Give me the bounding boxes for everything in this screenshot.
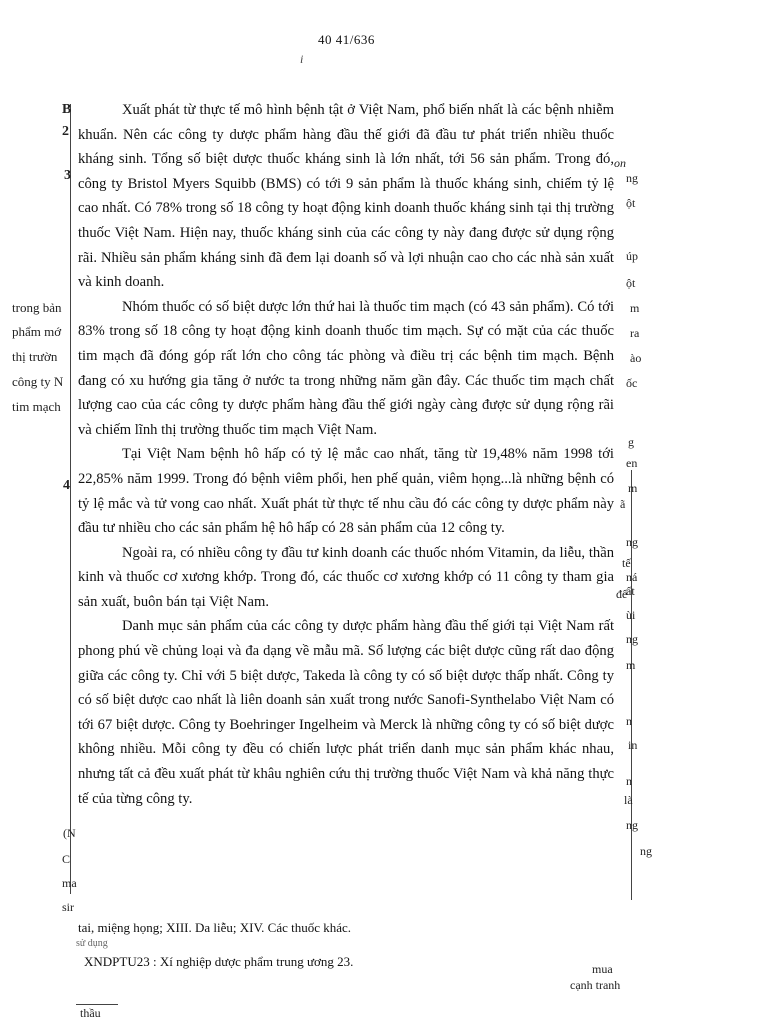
left-fragment: công ty N [12,374,64,389]
right-fragment: úp [626,249,638,263]
right-fragment: on [614,156,626,170]
right-fragment: ng [626,171,638,185]
left-fragment: tim mạch [12,399,61,414]
right-fragment: ã [620,497,626,511]
right-fragment: en [626,456,638,470]
left-fragment: thị trườn [12,349,58,364]
right-fragment: g [628,435,634,449]
right-fragment: ng [626,535,638,549]
right-fragment: n [626,714,632,728]
fragment-mua: mua [592,962,613,976]
right-fragment: ná [626,570,638,584]
paragraph-cardiovascular: Nhóm thuốc có số biệt dược lớn thứ hai là thuốc tim mạch (có 43 sản phẩm). Có tới 83% trong số 18 công ty hoạt động kinh doanh thuốc tim mạch. Sự có mặt của các thuốc tim mạch đã đóng góp rất lớn cho công tác phòng và điều trị các bệnh tim mạch. Bệnh đang có xu hướng gia tăng ở nước ta trong những năm gần đây. Các thuốc tim mạch chất lượng cao của các công ty dược phẩm hàng đầu thế giới ngày càng được sử dụng rộng rãi và chiếm lĩnh thị trường thuốc tim mạch Việt Nam. [78,298,614,438]
right-fragment: ng [626,632,638,646]
left-fragment: 4 [63,478,70,493]
left-fragment: 3 [64,168,71,183]
right-fragment: ốc [626,376,638,390]
right-fragment: để [616,587,628,601]
paragraph-other-groups: Ngoài ra, có nhiều công ty đầu tư kinh doanh các thuốc nhóm Vitamin, da liễu, thần kinh và thuốc cơ xương khớp. Trong đó, các thuốc cơ xương khớp có 11 công ty tham gia sản xuất, buôn bán tại Việt Nam. [78,544,614,610]
paragraph-respiratory: Tại Việt Nam bệnh hô hấp có tỷ lệ mắc cao nhất, tăng từ 19,48% năm 1998 tới 22,85% năm 1999. Trong đó bệnh viêm phổi, hen phế quản, viêm họng...là những bệnh có tỷ lệ mắc và tử vong cao nhất. Xuất phát từ thực tế nhu cầu đó các công ty dược phẩm này đầu tư nhiều cho các sản phẩm hệ hô hấp có 28 sản phẩm của 12 công ty. [78,446,614,537]
left-fragment: phẩm mớ [12,324,62,339]
abbreviation-note: XNDPTU23 : Xí nghiệp dược phẩm trung ương 23. [84,954,354,969]
right-fragment: ng [626,818,638,832]
right-fragment: ột [626,196,636,210]
right-fragment: ào [630,351,642,365]
page-mark: i [300,52,304,66]
document-body [78,98,614,811]
fragment-canh-tranh: cạnh tranh [570,978,621,992]
left-fragment: (N [63,826,76,840]
paragraph-product-portfolio: Danh mục sản phẩm của các công ty dược phẩm hàng đầu thế giới tại Việt Nam rất phong phú về chủng loại và đa dạng về mẫu mã. Số lượng các biệt dược cũng rất dao động giữa các công ty. Chỉ với 5 biệt dược, Takeda là công ty có số biệt dược thấp nhất. Công ty có số biệt dược cao nhất là liên doanh sản xuất trong nước Sanofi-Synthelabo Việt Nam có tới 67 biệt dược. Công ty Boehringer Ingelheim và Merck là những công ty có số biệt dược không nhiều. Mỗi công ty đều có chiến lược phát triển danh mục sản phẩm khác nhau, nhưng tất cả đều xuất phát từ khâu nghiên cứu thị trường thuốc Việt Nam và khả năng thực tế của từng công ty. [78,618,614,807]
right-fragment: ột [626,276,636,290]
paragraph-antibiotics: Xuất phát từ thực tế mô hình bệnh tật ở Việt Nam, phổ biến nhất là các bệnh nhiễm khuẩn. Nên các công ty dược phẩm hàng đầu thế giới đã đầu tư phát triển nhiều thuốc kháng sinh. Tổng số biệt dược thuốc kháng sinh là lớn nhất, tới 56 sản phẩm. Trong đó, công ty Bristol Myers Squibb (BMS) có tới 9 sản phẩm là thuốc kháng sinh, chiếm tỷ lệ cao nhất. Có 78% trong số 18 công ty hoạt động kinh doanh thuốc kháng sinh tại thị trường thuốc Việt Nam. Hiện nay, thuốc kháng sinh của các công ty này đang được sử dụng rộng rãi. Nhiều sản phẩm kháng sinh đã đem lại doanh số và lợi nhuận cao cho các nhà sản xuất và kinh doanh. [78,102,614,291]
right-fragment: m [628,481,638,495]
right-fragment: là [624,793,633,807]
left-margin-rule [70,104,71,894]
page-number: 40 41/636 [318,32,375,47]
right-fragment: ng [640,844,652,858]
right-fragment: ất [626,584,635,598]
right-fragment: in [628,738,638,752]
footnote-rule [76,1004,118,1005]
right-fragment: m [626,658,636,672]
left-fragment: 2 [62,124,69,139]
category-tail-line: tai, miệng họng; XIII. Da liễu; XIV. Các thuốc khác. [78,920,352,935]
right-fragment: ra [630,326,640,340]
left-fragment: C [62,852,71,866]
right-fragment: tế [622,556,631,570]
left-fragment: ma [62,876,77,890]
right-fragment: m [630,301,640,315]
left-fragment: B [62,102,72,117]
left-fragment: trong bản [12,300,62,315]
fragment-thau: thầu [80,1006,101,1020]
right-fragment: n [626,774,632,788]
fragment-su-dung: sử dụng [76,938,108,949]
right-fragment: ùi [626,608,636,622]
left-fragment: sir [62,900,74,914]
